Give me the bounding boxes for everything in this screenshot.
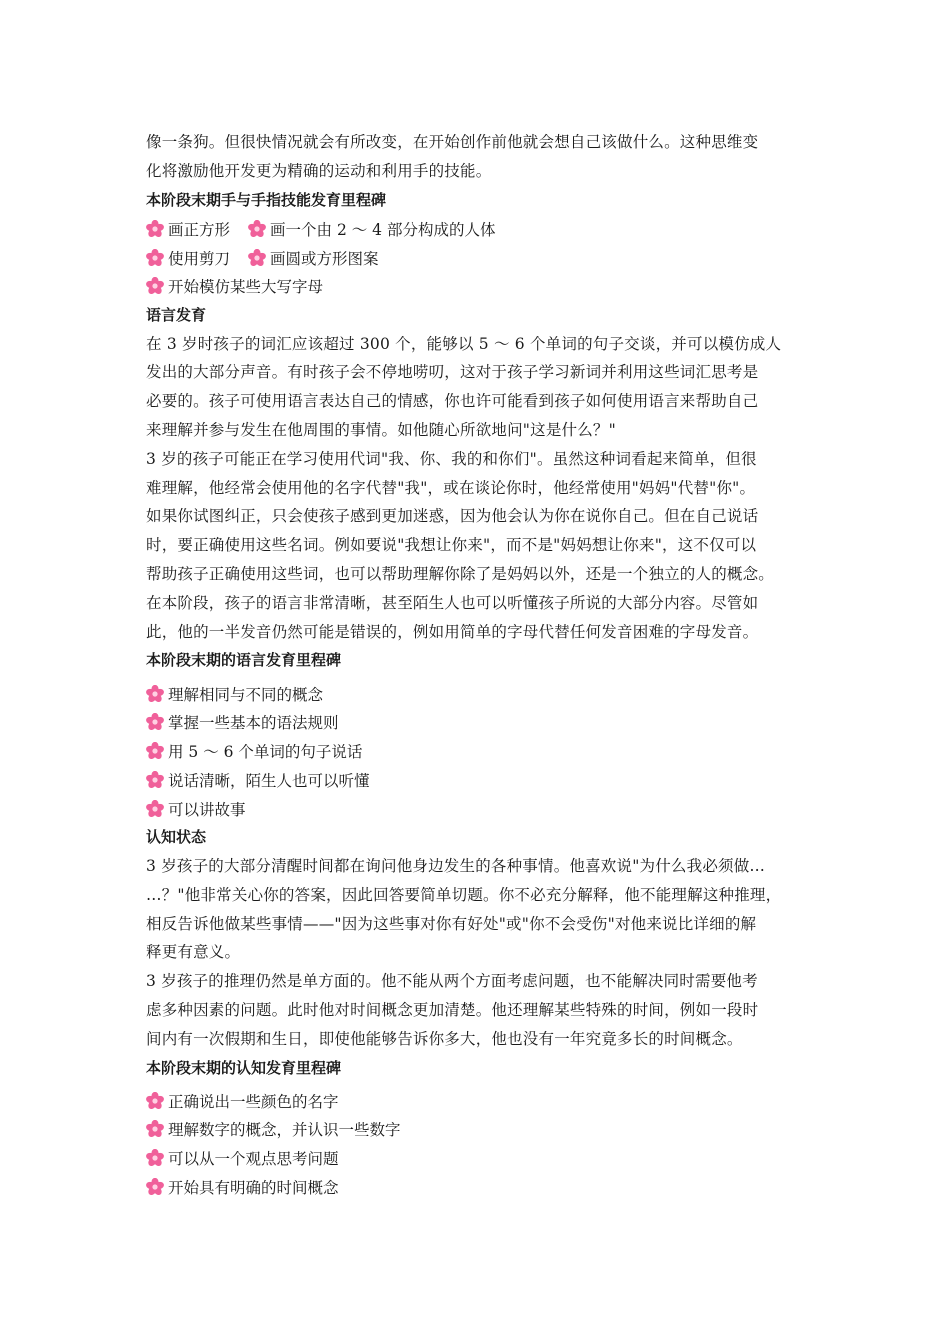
list-item (146, 275, 323, 297)
text-line: 3 岁的孩子可能正在学习使用代词"我、你、我的和你们"。虽然这种词看起来简单，但很 (146, 449, 757, 468)
pink-flower-icon (248, 220, 266, 238)
pink-flower-icon (146, 1178, 164, 1196)
text-line: 难理解，他经常会使用他的名字代替"我"，或在谈论你时，他经常使用"妈妈"代替"你"。 (146, 478, 756, 497)
hand-milestones-heading: 本阶段末期手与手指技能发育里程碑 (146, 190, 387, 209)
cognition-milestones-list (146, 1086, 806, 1201)
list-item-label: 画一个由 2 ～ 4 部分构成的人体 (270, 220, 496, 239)
list-item-label: 使用剪刀 (168, 249, 231, 268)
list-item-label: 掌握一些基本的语法规则 (168, 714, 339, 733)
list-item-label: 理解数字的概念，并认识一些数字 (168, 1121, 401, 1140)
text-line: …？"他非常关心你的答案，因此回答要简单切题。你不必充分解释，他不能理解这种推理， (146, 885, 782, 904)
text-line: 3 岁孩子的大部分清醒时间都在询问他身边发生的各种事情。他喜欢说"为什么我必须做… (146, 856, 766, 875)
list-item-label: 正确说出一些颜色的名字 (168, 1092, 339, 1111)
language-milestones-heading: 本阶段末期的语言发育里程碑 (146, 651, 342, 670)
pink-flower-icon (146, 800, 164, 818)
list-item-label: 画圆或方形图案 (270, 249, 379, 268)
text-line: 在 3 岁时孩子的词汇应该超过 300 个，能够以 5 ～ 6 个单词的句子交谈，并可以模仿成人 (146, 334, 782, 353)
cognition-paragraph (146, 852, 806, 1054)
cognition-milestones-heading: 本阶段末期的认知发育里程碑 (146, 1058, 342, 1077)
list-item (248, 218, 495, 240)
pink-flower-icon (146, 1120, 164, 1138)
list-item-label: 可以讲故事 (168, 800, 246, 819)
text-line: 必要的。孩子可使用语言表达自己的情感，你也许可能看到孩子如何使用语言来帮助自己 (146, 392, 759, 411)
list-item-label: 说话清晰，陌生人也可以听懂 (168, 771, 370, 790)
pink-flower-icon (146, 277, 164, 295)
pink-flower-icon (146, 1092, 164, 1110)
language-milestones-list (146, 679, 806, 823)
list-row (146, 272, 806, 301)
list-item (146, 1115, 806, 1144)
hand-milestones-list (146, 214, 806, 300)
list-item-label: 画正方形 (168, 220, 231, 239)
text-line: 间内有一次假期和生日，即使他能够告诉你多大，他也没有一年究竟多长的时间概念。 (146, 1029, 743, 1048)
list-item-label: 开始具有明确的时间概念 (168, 1179, 339, 1198)
list-item (146, 708, 806, 737)
cognition-heading: 认知状态 (146, 828, 207, 847)
pink-flower-icon (146, 771, 164, 789)
pink-flower-icon (248, 249, 266, 267)
language-heading: 语言发育 (146, 305, 207, 324)
text-line: 如果你试图纠正，只会使孩子感到更加迷惑，因为他会认为你在说你自己。但在自己说话 (146, 507, 759, 526)
text-line: 化将激励他开发更为精确的运动和利用手的技能。 (146, 161, 492, 180)
list-item-label: 用 5 ～ 6 个单词的句子说话 (168, 743, 363, 762)
list-item (146, 1173, 806, 1202)
pink-flower-icon (146, 713, 164, 731)
list-row (146, 243, 806, 272)
list-item-label: 理解相同与不同的概念 (168, 685, 324, 704)
document-page (146, 128, 806, 1201)
list-item-label: 可以从一个观点思考问题 (168, 1150, 339, 1169)
text-line: 来理解并参与发生在他周围的事情。如他随心所欲地问"这是什么？" (146, 420, 616, 439)
text-line: 3 岁孩子的推理仍然是单方面的。他不能从两个方面考虑问题，也不能解决同时需要他考 (146, 972, 758, 991)
text-line: 帮助孩子正确使用这些词，也可以帮助理解你除了是妈妈以外，还是一个独立的人的概念。 (146, 564, 775, 583)
list-item (146, 1144, 806, 1173)
language-paragraph (146, 330, 806, 647)
text-line: 此，他的一半发音仍然可能是错误的，例如用简单的字母代替任何发音困难的字母发音。 (146, 622, 759, 641)
list-item (146, 766, 806, 795)
pink-flower-icon (146, 220, 164, 238)
list-item-label: 开始模仿某些大写字母 (168, 278, 324, 297)
text-line: 发出的大部分声音。有时孩子会不停地唠叨，这对于孩子学习新词并利用这些词汇思考是 (146, 363, 759, 382)
text-line: 释更有意义。 (146, 943, 241, 962)
text-line: 虑多种因素的问题。此时他对时间概念更加清楚。他还理解某些特殊的时间，例如一段时 (146, 1000, 759, 1019)
pink-flower-icon (146, 1149, 164, 1167)
list-item (146, 218, 230, 240)
text-line: 相反告诉他做某些事情——"因为这些事对你有好处"或"你不会受伤"对他来说比详细的解 (146, 914, 757, 933)
text-line: 在本阶段，孩子的语言非常清晰，甚至陌生人也可以听懂孩子所说的大部分内容。尽管如 (146, 593, 759, 612)
pink-flower-icon (146, 249, 164, 267)
list-item (248, 247, 379, 269)
text-line: 像一条狗。但很快情况就会有所改变，在开始创作前他就会想自己该做什么。这种思维变 (146, 133, 759, 151)
list-item (146, 1086, 806, 1115)
text-line: 时，要正确使用这些名词。例如要说"我想让你来"，而不是"妈妈想让你来"，这不仅可以 (146, 536, 757, 555)
intro-paragraph (146, 128, 806, 186)
list-item (146, 679, 806, 708)
list-item (146, 247, 230, 269)
pink-flower-icon (146, 685, 164, 703)
list-row (146, 214, 806, 243)
list-item (146, 794, 806, 823)
pink-flower-icon (146, 742, 164, 760)
list-item (146, 737, 806, 766)
